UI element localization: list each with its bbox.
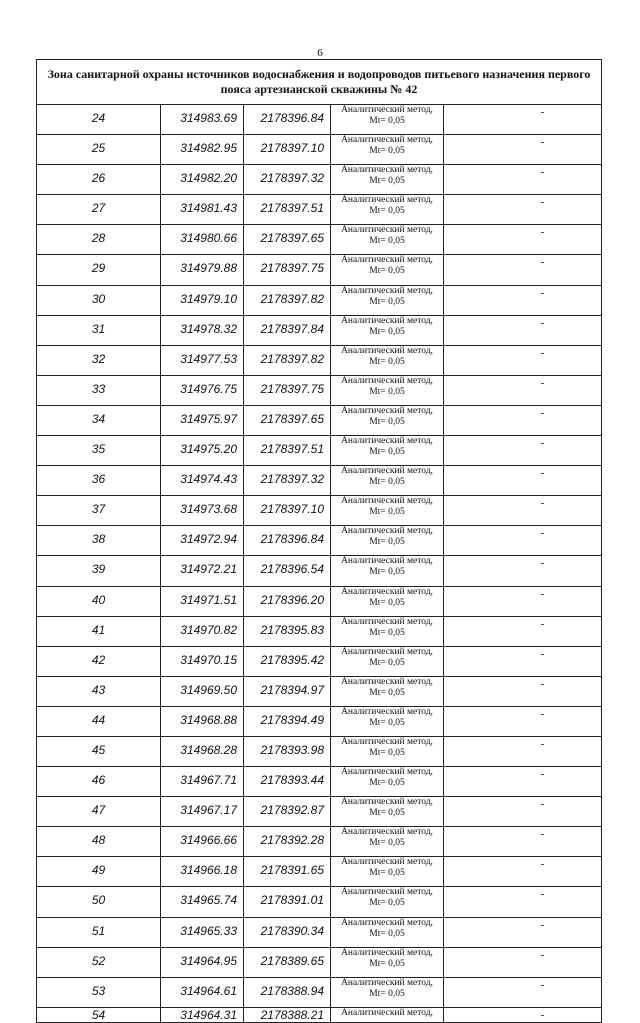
method-accuracy: Mt= 0,05 xyxy=(369,326,405,337)
table-title-row xyxy=(37,60,602,105)
value-dash: - xyxy=(444,827,602,857)
method-accuracy: Mt= 0,05 xyxy=(369,296,405,307)
value-dash: - xyxy=(444,345,602,375)
method-accuracy: Mt= 0,05 xyxy=(369,928,405,939)
coordinate-x: 314976.75 xyxy=(161,375,244,405)
coordinate-x: 314968.88 xyxy=(161,706,244,736)
method-cell xyxy=(331,315,444,345)
point-number: 28 xyxy=(37,225,161,255)
table-row xyxy=(37,345,602,375)
table-row xyxy=(37,676,602,706)
method-label: Аналитический метод, xyxy=(341,736,433,747)
value-dash: - xyxy=(444,767,602,797)
table-row xyxy=(37,255,602,285)
coordinate-y: 2178397.75 xyxy=(244,375,331,405)
value-dash: - xyxy=(444,526,602,556)
point-number: 45 xyxy=(37,736,161,766)
method-label: Аналитический метод, xyxy=(341,767,433,778)
method-cell xyxy=(331,405,444,435)
point-number: 24 xyxy=(37,105,161,135)
coordinate-y: 2178397.82 xyxy=(244,345,331,375)
coordinate-x: 314969.50 xyxy=(161,676,244,706)
method-label: Аналитический метод, xyxy=(341,947,433,958)
coordinate-y: 2178394.49 xyxy=(244,706,331,736)
point-number: 38 xyxy=(37,526,161,556)
method-label: Аналитический метод, xyxy=(341,646,433,657)
point-number: 42 xyxy=(37,646,161,676)
method-label: Аналитический метод, xyxy=(341,135,433,146)
method-label: Аналитический метод, xyxy=(341,526,433,537)
coordinate-x: 314966.66 xyxy=(161,827,244,857)
value-dash: - xyxy=(444,676,602,706)
table-row xyxy=(37,646,602,676)
method-accuracy: Mt= 0,05 xyxy=(369,838,405,849)
table-row xyxy=(37,586,602,616)
coordinate-x: 314983.69 xyxy=(161,105,244,135)
coordinate-x: 314975.97 xyxy=(161,405,244,435)
method-accuracy: Mt= 0,05 xyxy=(369,958,405,969)
method-cell xyxy=(331,195,444,225)
table-row xyxy=(37,195,602,225)
method-cell xyxy=(331,105,444,135)
table-row xyxy=(37,466,602,496)
point-number: 32 xyxy=(37,345,161,375)
coordinate-y: 2178397.65 xyxy=(244,405,331,435)
method-cell xyxy=(331,977,444,1007)
method-accuracy: Mt= 0,05 xyxy=(369,687,405,698)
value-dash: - xyxy=(444,857,602,887)
method-accuracy: Mt= 0,05 xyxy=(369,477,405,488)
method-accuracy: Mt= 0,05 xyxy=(369,898,405,909)
value-dash: - xyxy=(444,496,602,526)
method-cell xyxy=(331,556,444,586)
table-row xyxy=(37,135,602,165)
table-row xyxy=(37,225,602,255)
value-dash: - xyxy=(444,105,602,135)
point-number: 53 xyxy=(37,977,161,1007)
method-cell xyxy=(331,1007,444,1022)
table-row xyxy=(37,616,602,646)
method-accuracy: Mt= 0,05 xyxy=(369,657,405,668)
coordinate-y: 2178397.32 xyxy=(244,466,331,496)
method-label: Аналитический метод, xyxy=(341,797,433,808)
coordinate-y: 2178391.01 xyxy=(244,887,331,917)
coordinate-y: 2178394.97 xyxy=(244,676,331,706)
value-dash: - xyxy=(444,586,602,616)
method-cell xyxy=(331,496,444,526)
coordinate-x: 314978.32 xyxy=(161,315,244,345)
method-cell xyxy=(331,827,444,857)
point-number: 48 xyxy=(37,827,161,857)
point-number: 25 xyxy=(37,135,161,165)
point-number: 26 xyxy=(37,165,161,195)
value-dash: - xyxy=(444,225,602,255)
method-cell xyxy=(331,345,444,375)
method-accuracy: Mt= 0,05 xyxy=(369,416,405,427)
table-row xyxy=(37,827,602,857)
point-number: 35 xyxy=(37,436,161,466)
coordinate-x: 314974.43 xyxy=(161,466,244,496)
value-dash: - xyxy=(444,977,602,1007)
coordinate-y: 2178397.51 xyxy=(244,195,331,225)
coordinate-y: 2178390.34 xyxy=(244,917,331,947)
table-row xyxy=(37,767,602,797)
table-row xyxy=(37,706,602,736)
value-dash: - xyxy=(444,556,602,586)
value-dash: - xyxy=(444,436,602,466)
table-row xyxy=(37,315,602,345)
method-cell xyxy=(331,917,444,947)
method-label: Аналитический метод, xyxy=(341,887,433,898)
table-row xyxy=(37,736,602,766)
method-label: Аналитический метод, xyxy=(341,315,433,326)
point-number: 43 xyxy=(37,676,161,706)
table-row xyxy=(37,526,602,556)
method-label: Аналитический метод, xyxy=(341,255,433,266)
method-label: Аналитический метод, xyxy=(341,676,433,687)
coordinate-y: 2178397.82 xyxy=(244,285,331,315)
method-accuracy: Mt= 0,05 xyxy=(369,236,405,247)
coordinate-y: 2178397.32 xyxy=(244,165,331,195)
table-row xyxy=(37,556,602,586)
value-dash: - xyxy=(444,917,602,947)
point-number: 39 xyxy=(37,556,161,586)
table-row xyxy=(37,375,602,405)
point-number: 33 xyxy=(37,375,161,405)
coordinate-y: 2178396.84 xyxy=(244,105,331,135)
coordinate-x: 314979.88 xyxy=(161,255,244,285)
method-cell xyxy=(331,526,444,556)
coordinate-y: 2178393.44 xyxy=(244,767,331,797)
point-number: 41 xyxy=(37,616,161,646)
point-number: 54 xyxy=(37,1007,161,1022)
method-cell xyxy=(331,466,444,496)
coordinate-y: 2178396.20 xyxy=(244,586,331,616)
coordinate-x: 314981.43 xyxy=(161,195,244,225)
coordinate-y: 2178396.84 xyxy=(244,526,331,556)
coordinate-x: 314980.66 xyxy=(161,225,244,255)
coordinate-y: 2178388.94 xyxy=(244,977,331,1007)
table-row xyxy=(37,947,602,977)
method-label: Аналитический метод, xyxy=(341,375,433,386)
method-accuracy: Mt= 0,05 xyxy=(369,386,405,397)
point-number: 44 xyxy=(37,706,161,736)
method-label: Аналитический метод, xyxy=(341,1007,433,1018)
point-number: 36 xyxy=(37,466,161,496)
coordinate-y: 2178397.65 xyxy=(244,225,331,255)
point-number: 27 xyxy=(37,195,161,225)
table-row xyxy=(37,105,602,135)
table-row xyxy=(37,857,602,887)
coordinate-x: 314964.61 xyxy=(161,977,244,1007)
coordinate-x: 314967.71 xyxy=(161,767,244,797)
table-title: Зона санитарной охраны источников водоснабжения и водопроводов питьевого назначения первого пояса артезианской скважины № 42 xyxy=(37,60,602,105)
value-dash: - xyxy=(444,736,602,766)
table-row xyxy=(37,405,602,435)
point-number: 47 xyxy=(37,797,161,827)
value-dash: - xyxy=(444,947,602,977)
method-cell xyxy=(331,436,444,466)
method-accuracy: Mt= 0,05 xyxy=(369,176,405,187)
method-cell xyxy=(331,135,444,165)
value-dash: - xyxy=(444,375,602,405)
coordinate-x: 314965.74 xyxy=(161,887,244,917)
method-label: Аналитический метод, xyxy=(341,917,433,928)
method-label: Аналитический метод, xyxy=(341,706,433,717)
table-row xyxy=(37,165,602,195)
coordinate-x: 314975.20 xyxy=(161,436,244,466)
coordinate-x: 314972.21 xyxy=(161,556,244,586)
method-cell xyxy=(331,676,444,706)
method-label: Аналитический метод, xyxy=(341,616,433,627)
table-row xyxy=(37,797,602,827)
method-label: Аналитический метод, xyxy=(341,857,433,868)
value-dash: - xyxy=(444,646,602,676)
method-label: Аналитический метод, xyxy=(341,225,433,236)
method-label: Аналитический метод, xyxy=(341,405,433,416)
table-row xyxy=(37,285,602,315)
coordinate-y: 2178388.21 xyxy=(244,1007,331,1022)
method-accuracy: Mt= 0,05 xyxy=(369,747,405,758)
method-accuracy: Mt= 0,05 xyxy=(369,116,405,126)
value-dash: - xyxy=(444,466,602,496)
method-cell xyxy=(331,375,444,405)
point-number: 29 xyxy=(37,255,161,285)
coordinate-y: 2178391.65 xyxy=(244,857,331,887)
method-label: Аналитический метод, xyxy=(341,556,433,567)
page-number: 6 xyxy=(317,47,323,59)
point-number: 37 xyxy=(37,496,161,526)
method-cell xyxy=(331,947,444,977)
method-cell xyxy=(331,616,444,646)
method-accuracy: Mt= 0,05 xyxy=(369,447,405,458)
coordinate-y: 2178396.54 xyxy=(244,556,331,586)
method-cell xyxy=(331,736,444,766)
table-row xyxy=(37,436,602,466)
coordinate-x: 314970.15 xyxy=(161,646,244,676)
point-number: 49 xyxy=(37,857,161,887)
coordinate-y: 2178397.10 xyxy=(244,135,331,165)
table-row xyxy=(37,496,602,526)
method-accuracy: Mt= 0,05 xyxy=(369,537,405,548)
method-cell xyxy=(331,225,444,255)
coordinate-x: 314964.31 xyxy=(161,1007,244,1022)
method-cell xyxy=(331,797,444,827)
method-cell xyxy=(331,285,444,315)
value-dash: - xyxy=(444,405,602,435)
method-cell xyxy=(331,887,444,917)
value-dash: - xyxy=(444,195,602,225)
coordinate-y: 2178397.51 xyxy=(244,436,331,466)
method-accuracy: Mt= 0,05 xyxy=(369,988,405,999)
coordinate-x: 314982.20 xyxy=(161,165,244,195)
coordinate-y: 2178397.75 xyxy=(244,255,331,285)
coordinate-y: 2178397.10 xyxy=(244,496,331,526)
method-label: Аналитический метод, xyxy=(341,345,433,356)
method-accuracy: Mt= 0,05 xyxy=(369,868,405,879)
point-number: 34 xyxy=(37,405,161,435)
method-label: Аналитический метод, xyxy=(341,586,433,597)
coordinate-x: 314973.68 xyxy=(161,496,244,526)
value-dash: - xyxy=(444,135,602,165)
point-number: 30 xyxy=(37,285,161,315)
point-number: 40 xyxy=(37,586,161,616)
table-row xyxy=(37,977,602,1007)
table-row xyxy=(37,917,602,947)
method-accuracy: Mt= 0,05 xyxy=(369,597,405,608)
method-label: Аналитический метод, xyxy=(341,496,433,507)
coordinate-y: 2178395.83 xyxy=(244,616,331,646)
method-accuracy: Mt= 0,05 xyxy=(369,356,405,367)
method-cell xyxy=(331,646,444,676)
method-cell xyxy=(331,165,444,195)
value-dash: - xyxy=(444,315,602,345)
value-dash: - xyxy=(444,797,602,827)
method-cell xyxy=(331,586,444,616)
value-dash: - xyxy=(444,165,602,195)
point-number: 51 xyxy=(37,917,161,947)
method-accuracy: Mt= 0,05 xyxy=(369,507,405,518)
coordinates-table xyxy=(36,59,602,1023)
coordinate-y: 2178389.65 xyxy=(244,947,331,977)
method-accuracy: Mt= 0,05 xyxy=(369,627,405,638)
method-label: Аналитический метод, xyxy=(341,165,433,176)
table-row xyxy=(37,1007,602,1022)
method-label: Аналитический метод, xyxy=(341,105,433,115)
method-cell xyxy=(331,767,444,797)
coordinate-y: 2178397.84 xyxy=(244,315,331,345)
value-dash: - xyxy=(444,706,602,736)
method-label: Аналитический метод, xyxy=(341,977,433,988)
coordinate-x: 314972.94 xyxy=(161,526,244,556)
table-row xyxy=(37,887,602,917)
method-cell xyxy=(331,857,444,887)
method-label: Аналитический метод, xyxy=(341,195,433,206)
method-accuracy: Mt= 0,05 xyxy=(369,778,405,789)
coordinate-x: 314977.53 xyxy=(161,345,244,375)
point-number: 31 xyxy=(37,315,161,345)
coordinate-y: 2178395.42 xyxy=(244,646,331,676)
method-label: Аналитический метод, xyxy=(341,827,433,838)
value-dash: - xyxy=(444,616,602,646)
coordinate-y: 2178393.98 xyxy=(244,736,331,766)
coordinate-x: 314966.18 xyxy=(161,857,244,887)
method-accuracy: Mt= 0,05 xyxy=(369,717,405,728)
method-accuracy: Mt= 0,05 xyxy=(369,146,405,157)
value-dash: - xyxy=(444,255,602,285)
method-label: Аналитический метод, xyxy=(341,436,433,447)
method-label: Аналитический метод, xyxy=(341,285,433,296)
coordinate-y: 2178392.28 xyxy=(244,827,331,857)
coordinate-x: 314965.33 xyxy=(161,917,244,947)
value-dash: - xyxy=(444,1007,602,1022)
method-accuracy: Mt= 0,05 xyxy=(369,808,405,819)
coordinate-x: 314968.28 xyxy=(161,736,244,766)
coordinate-x: 314970.82 xyxy=(161,616,244,646)
method-cell xyxy=(331,255,444,285)
coordinate-y: 2178392.87 xyxy=(244,797,331,827)
point-number: 46 xyxy=(37,767,161,797)
method-cell xyxy=(331,706,444,736)
value-dash: - xyxy=(444,285,602,315)
method-label: Аналитический метод, xyxy=(341,466,433,477)
point-number: 52 xyxy=(37,947,161,977)
coordinate-x: 314967.17 xyxy=(161,797,244,827)
coordinate-x: 314964.95 xyxy=(161,947,244,977)
coordinate-x: 314982.95 xyxy=(161,135,244,165)
method-accuracy: Mt= 0,05 xyxy=(369,266,405,277)
point-number: 50 xyxy=(37,887,161,917)
value-dash: - xyxy=(444,887,602,917)
coordinate-x: 314971.51 xyxy=(161,586,244,616)
method-accuracy: Mt= 0,05 xyxy=(369,206,405,217)
method-accuracy: Mt= 0,05 xyxy=(369,567,405,578)
coordinate-x: 314979.10 xyxy=(161,285,244,315)
